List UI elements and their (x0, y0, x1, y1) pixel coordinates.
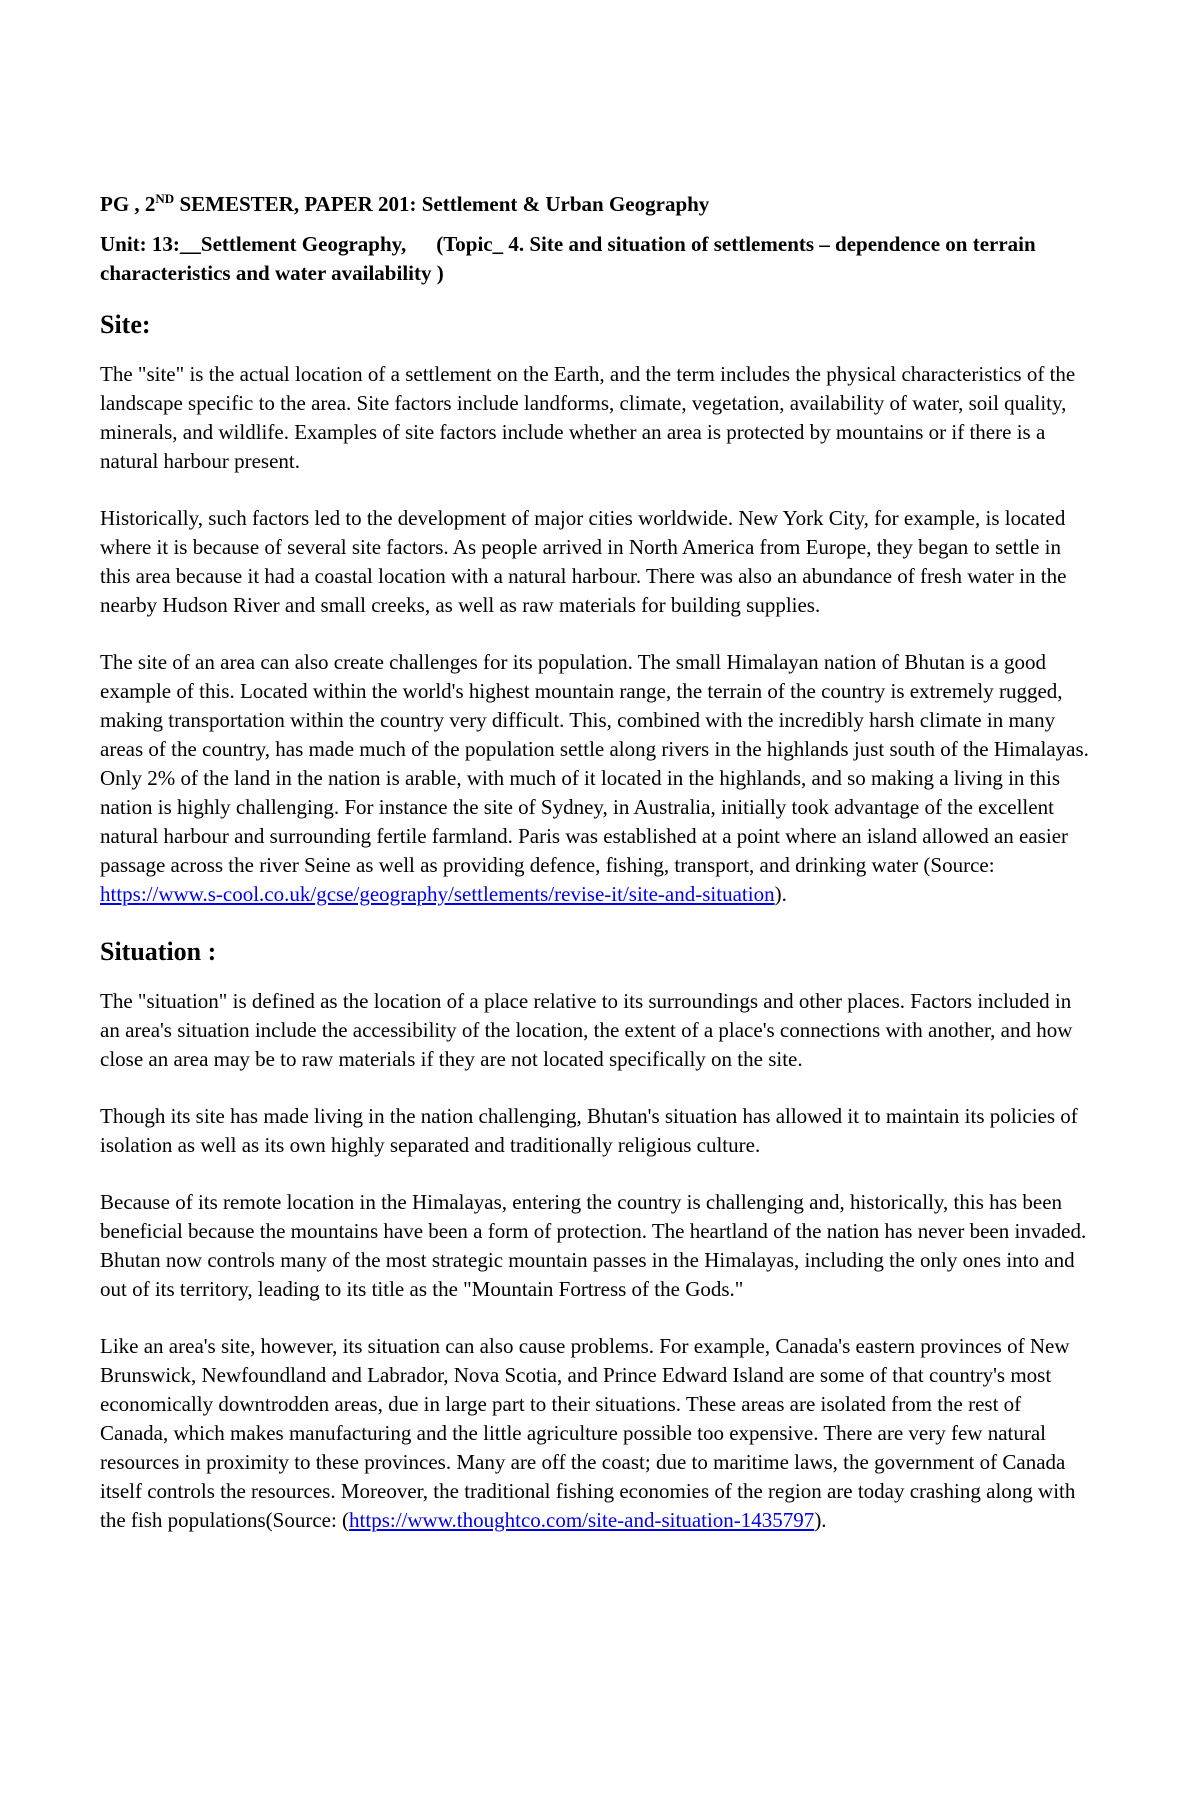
situation-paragraph-4 (100, 1332, 1090, 1535)
situation-heading: Situation : (100, 937, 217, 966)
course-header-title: SEMESTER, PAPER 201: Settlement & Urban Geography (174, 192, 710, 216)
situation-paragraph-4-end: ). (814, 1508, 827, 1532)
situation-paragraph-3: Because of its remote location in the Himalayas, entering the country is challenging and, historically, this has been beneficial because the mountains have been a form of protection. The heartland of the nation has never been invaded. Bhutan now controls many of the most strategic mountain passes in the Himalayas, including the only ones into and out of its territory, leading to its title as the "Mountain Fortress of the Gods." (100, 1190, 1087, 1301)
site-paragraph-2: Historically, such factors led to the development of major cities worldwide. New York City, for example, is located where it is because of several site factors. As people arrived in North America from Europe, they began to settle in this area because it had a coastal location with a natural harbour. There was also an abundance of fresh water in the nearby Hudson River and small creeks, as well as raw materials for building supplies. (100, 506, 1067, 617)
ordinal-superscript: ND (155, 191, 175, 206)
situation-paragraph-4-text: Like an area's site, however, its situation can also cause problems. For example, Canada's eastern provinces of New Brunswick, Newfoundland and Labrador, Nova Scotia, and Prince Edward Island are some of that country's most economically downtrodden areas, due in large part to their situations. These areas are isolated from the rest of Canada, which makes manufacturing and the little agriculture possible too expensive. There are very few natural resources in proximity to these provinces. Many are off the coast; due to maritime laws, the government of Canada itself controls the resources. Moreover, the traditional fishing economies of the region are today crashing along with the fish populations(Source: ( (100, 1334, 1076, 1532)
course-header (100, 190, 1090, 219)
site-paragraph-3-end: ). (774, 882, 787, 906)
situation-paragraph-2: Though its site has made living in the nation challenging, Bhutan's situation has allowed it to maintain its policies of isolation as well as its own highly separated and traditionally religious culture. (100, 1104, 1078, 1157)
unit-label: Unit: 13:__Settlement Geography, (100, 232, 407, 256)
site-heading: Site: (100, 310, 151, 339)
source-link-scool[interactable]: https://www.s-cool.co.uk/gcse/geography/settlements/revise-it/site-and-situation (100, 882, 775, 906)
document-page (100, 190, 1090, 1563)
course-header-prefix: PG , 2 (100, 192, 156, 216)
unit-header (100, 230, 1090, 288)
site-paragraph-3-text: The site of an area can also create challenges for its population. The small Himalayan nation of Bhutan is a good example of this. Located within the world's highest mountain range, the terrain of the country is extremely rugged, making transportation within the country very difficult. This, combined with the incredibly harsh climate in many areas of the country, has made much of the population settle along rivers in the highlands just south of the Himalayas. Only 2% of the land in the nation is arable, with much of it located in the highlands, and so making a living in this nation is highly challenging. For instance the site of Sydney, in Australia, initially took advantage of the excellent natural harbour and surrounding fertile farmland. Paris was established at a point where an island allowed an easier passage across the river Seine as well as providing defence, fishing, transport, and drinking water (Source: (100, 650, 1089, 877)
source-link-thoughtco[interactable]: https://www.thoughtco.com/site-and-situation-1435797 (349, 1508, 815, 1532)
situation-paragraph-1: The "situation" is defined as the location of a place relative to its surroundings and other places. Factors included in an area's situation include the accessibility of the location, the extent of a place's connections with another, and how close an area may be to raw materials if they are not located specifically on the site. (100, 989, 1073, 1071)
topic-label: (Topic_ 4. Site and situation of settlements – dependence on terrain characteristics and water availability ) (100, 232, 1036, 285)
site-paragraph-3 (100, 648, 1090, 909)
site-paragraph-1: The "site" is the actual location of a settlement on the Earth, and the term includes the physical characteristics of the landscape specific to the area. Site factors include landforms, climate, vegetation, availability of water, soil quality, minerals, and wildlife. Examples of site factors include whether an area is protected by mountains or if there is a natural harbour present. (100, 362, 1076, 473)
